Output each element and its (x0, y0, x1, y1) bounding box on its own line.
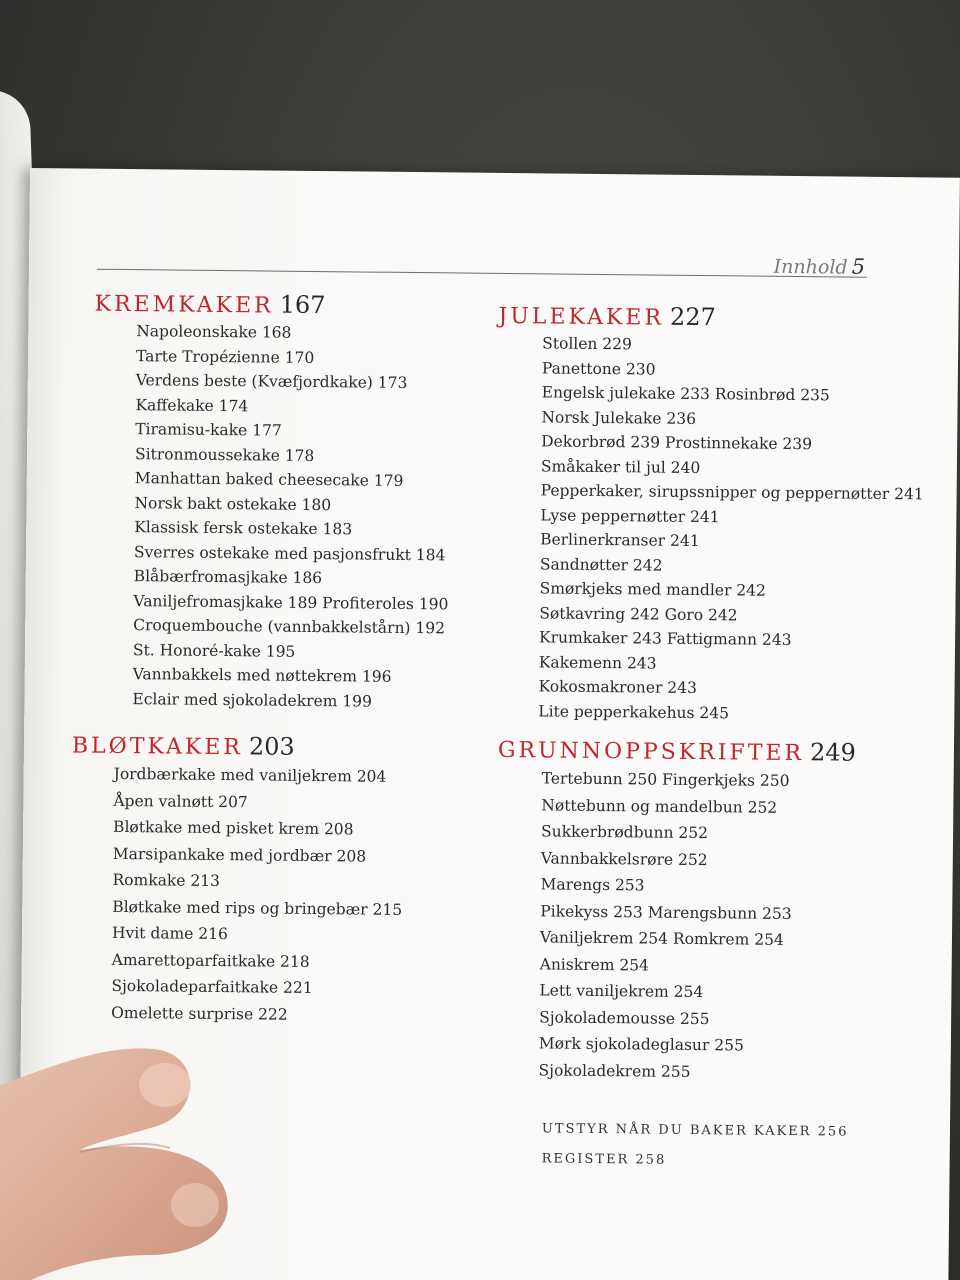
section-heading (72, 730, 404, 761)
toc-entry: Hvit dame 216 (111, 923, 229, 944)
toc-entry: Kokosmakroner 243 (538, 677, 698, 698)
toc-entry: Bløtkake med pisket krem 208 (113, 817, 354, 839)
toc-extra-register (542, 1151, 667, 1167)
toc-entry: Bløtkake med rips og bringebær 215 (112, 897, 403, 919)
section-page-number: 167 (279, 290, 326, 320)
toc-entry: Aniskrem 254 (539, 954, 650, 975)
toc-entry: Sjokoladekrem 255 (538, 1060, 691, 1081)
toc-entry: Sitronmoussekake 178 (134, 444, 315, 465)
section-heading (94, 289, 451, 321)
toc-entry: Marsipankake med jordbær 208 (112, 844, 367, 866)
section-heading (498, 301, 925, 333)
entry-list (494, 765, 855, 1087)
toc-entry: Eclair med sjokoladekrem 199 (132, 689, 373, 711)
toc-entry: Sjokolademousse 255 (539, 1007, 710, 1028)
toc-entry: Småkaker til jul 240 (540, 456, 701, 477)
toc-entry: Vaniljefromasjkake 189 Profiteroles 190 (133, 591, 449, 613)
toc-entry: Krumkaker 243 Fattigmann 243 (539, 628, 792, 649)
running-head-title: Innhold (773, 255, 848, 279)
toc-entry: Sjokoladeparfaitkake 221 (111, 976, 313, 998)
section-title: BLØTKAKER (71, 733, 244, 761)
section-page-number: 227 (669, 302, 716, 332)
toc-entry: Panettone 230 (541, 358, 656, 379)
toc-entry: Sverres ostekake med pasjonsfrukt 184 (133, 542, 446, 564)
section-title: GRUNNOPPSKRIFTER (497, 737, 805, 767)
section-blotkaker (69, 730, 404, 1028)
toc-entry: Lyse peppernøtter 241 (540, 505, 720, 526)
toc-entry: Amarettoparfaitkake 218 (111, 950, 310, 971)
toc-entry: Smørkjeks med mandler 242 (539, 579, 767, 600)
toc-entry: Åpen valnøtt 207 (113, 791, 248, 811)
entry-list (69, 760, 404, 1028)
toc-entry: Sukkerbrødbunn 252 (540, 822, 709, 843)
toc-entry: Vannbakkels med nøttekrem 196 (132, 665, 392, 686)
extra-page-number: 258 (635, 1152, 667, 1168)
toc-entry: Tarte Tropézienne 170 (135, 346, 315, 367)
toc-entry: Berlinerkranser 241 (540, 530, 700, 551)
entry-list (494, 331, 925, 727)
toc-entry: Norsk bakt ostekake 180 (134, 493, 332, 514)
page-folio: 5 (851, 254, 866, 279)
section-title: JULEKAKER (498, 303, 665, 331)
section-page-number: 249 (809, 738, 857, 767)
toc-entry: Vaniljekrem 254 Romkrem 254 (539, 928, 784, 949)
toc-entry: Kakemenn 243 (538, 652, 657, 673)
section-julekaker (494, 301, 925, 727)
extra-label: REGISTER (541, 1151, 630, 1168)
section-grunnoppskrifter (494, 735, 856, 1087)
toc-entry: Pepperkaker, sirupssnipper og peppernøtter 241 (540, 481, 924, 504)
toc-entry: Blåbærfromasjkake 186 (133, 567, 323, 588)
toc-extra-utstyr (542, 1121, 849, 1139)
extra-page-number: 256 (817, 1124, 849, 1140)
toc-entry: St. Honoré-kake 195 (132, 640, 296, 661)
section-heading (498, 735, 856, 767)
toc-entry: Dekorbrød 239 Prostinnekake 239 (541, 432, 813, 454)
toc-entry: Jordbærkake med vaniljekrem 204 (113, 764, 387, 786)
toc-entry: Napoleonskake 168 (136, 322, 292, 342)
toc-entry: Omelette surprise 222 (111, 1003, 288, 1024)
section-title: KREMKAKER (94, 291, 274, 319)
toc-entry: Engelsk julekake 233 Rosinbrød 235 (541, 383, 830, 405)
toc-entry: Lite pepperkakehus 245 (538, 701, 730, 722)
entry-list (90, 319, 451, 715)
toc-entry: Tiramisu-kake 177 (135, 420, 282, 440)
toc-entry: Kaffekake 174 (135, 395, 249, 415)
toc-entry: Stollen 229 (542, 334, 633, 354)
toc-entry: Lett vaniljekrem 254 (539, 981, 704, 1002)
toc-entry: Vannbakkelsrøre 252 (540, 848, 708, 869)
toc-entry: Marengs 253 (540, 875, 645, 895)
toc-entry: Tertebunn 250 Fingerkjeks 250 (541, 769, 790, 790)
toc-entry: Klassisk fersk ostekake 183 (134, 518, 353, 539)
extra-label: UTSTYR NÅR DU BAKER KAKER (541, 1121, 812, 1140)
section-page-number: 203 (248, 732, 295, 761)
section-kremkaker (90, 289, 451, 715)
toc-entry: Sandnøtter 242 (539, 554, 663, 575)
header-rule (97, 269, 867, 278)
toc-entry: Manhattan baked cheesecake 179 (134, 469, 404, 490)
toc-entry: Mørk sjokoladeglasur 255 (538, 1034, 744, 1055)
toc-entry: Norsk Julekake 236 (541, 407, 697, 428)
toc-entry: Pikekyss 253 Marengsbunn 253 (540, 901, 792, 923)
book-page (18, 168, 960, 1280)
toc-entry: Nøttebunn og mandelbun 252 (541, 795, 778, 817)
toc-entry: Verdens beste (Kvæfjordkake) 173 (135, 371, 408, 392)
toc-entry: Romkake 213 (112, 870, 221, 891)
toc-entry: Søtkavring 242 Goro 242 (539, 603, 738, 624)
toc-entry: Croquembouche (vannbakkelstårn) 192 (133, 616, 446, 638)
